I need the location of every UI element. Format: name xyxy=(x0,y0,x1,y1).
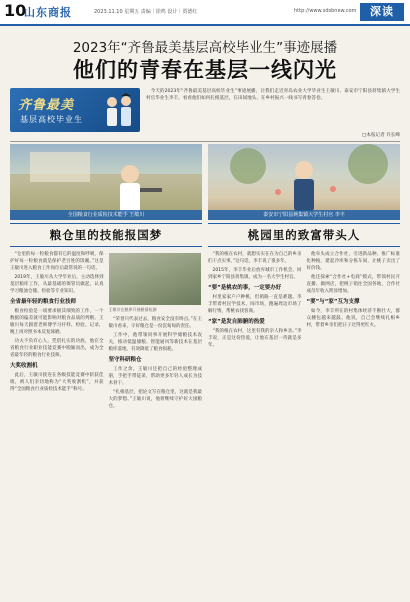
body-paragraph: 如今，李丰所在的村集体经济不断壮大，群众腰包越来越鼓。他说，自己会继续扎根乡村，带着乡亲们把日子过得更红火。 xyxy=(306,309,400,328)
body-paragraph: 2019年，王敏川从大学毕业后，主动选择到基层粮库工作，从最基础的保管员做起，认真学习粮油仓储、检验等专业知识。 xyxy=(10,275,104,294)
body-paragraph: 工作中，他带领同事开展科学储粮技术攻关，推动低温储粮、智能通风等新技术在基层粮库落地，有效降低了粮食损耗。 xyxy=(108,333,202,352)
section-divider xyxy=(10,141,400,142)
right-story-title: 桃园里的致富带头人 xyxy=(208,223,400,247)
section-subhead: “要”与“家”互为支撑 xyxy=(306,299,360,305)
right-photo-caption: 泰安市宁阳县蒋集镇大学生村官 李丰 xyxy=(208,210,400,220)
paper-name: 山东商报 xyxy=(24,6,72,19)
body-paragraph: “荣誉只代表过去，粮食安全没有终点。”在王敏川看来，守好粮仓是一份沉甸甸的责任。 xyxy=(108,317,202,329)
paper-url[interactable]: http://www.sdsbnew.com xyxy=(294,8,357,14)
section-subhead: 大奖收割机 xyxy=(10,363,38,369)
body-paragraph: 他还探索“合作社+电商”模式，带领村民开直播、做网店，把桃子销往全国各地，合作社成员年收入明显增加。 xyxy=(306,275,400,294)
masthead xyxy=(0,0,410,26)
section-badge: 深读 xyxy=(360,3,404,21)
body-paragraph: 村里家家户户种桃，但销路一直是难题。李丰带着村民学技术、闯市场，跑遍周边市场了解行情，帮桃农找客商。 xyxy=(208,295,302,314)
promo-subtitle: 基层高校毕业生 xyxy=(20,115,83,124)
right-story xyxy=(208,144,400,598)
page-number: 10 xyxy=(4,1,27,20)
left-story-title: 粮仓里的技能报国梦 xyxy=(10,223,202,247)
intro-paragraph: 今天的2023年“齐鲁最美基层高校毕业生”事迹展播，让我们走近青岛农业大学毕业生王敏川、泰安市宁阳县蒋集镇大学生村官毕业生李丰，看看他们如何扎根基层，在田间地头、在乡村振兴一线书写青春答卷。 xyxy=(146,89,400,102)
left-story-column xyxy=(10,251,104,412)
right-story-photo xyxy=(208,144,400,220)
section-subhead: “要”是桃农的事，一定要办好 xyxy=(208,285,282,291)
promo-title: 齐鲁最美 xyxy=(18,98,75,113)
grain-warehouse-photo-icon xyxy=(10,144,202,220)
body-paragraph: 功夫不负有心人。凭借扎实的功底，他在全省粮食行业职业技能竞赛中脱颖而出，成为全省最年轻的粮食行业技师。 xyxy=(10,339,104,358)
left-story-body xyxy=(10,251,202,412)
body-paragraph: “我的根在农村，这里有我的亲人和乡亲。”李丰说，正是这份热爱，让他在基层一待就是多年。 xyxy=(208,329,302,348)
body-paragraph: “仓里的每一粒粮食都有它的温度和呼吸，保护好每一粒粮食就是保护老百姓的饭碗。”这是王敏川进入粮食工作岗位后最常说的一句话。 xyxy=(10,252,104,271)
body-paragraph: “扎根基层，把论文写在粮仓里，这就是我最大的梦想。”王敏川说，他将继续守护好大国粮仓。 xyxy=(108,390,202,409)
inline-photo xyxy=(109,253,201,305)
intro-credit: □本报记者 许长峰 xyxy=(362,133,400,138)
inline-photo-caption: 王敏川在粮库开展粮情检测 xyxy=(108,307,157,312)
headline-title: 他们的青春在基层一线闪光 xyxy=(73,58,337,82)
issue-info: 2023.11.10 星期五 责编｜徐鸣 设计｜贾德红 xyxy=(94,9,198,15)
section-subhead: 全省最年轻的粮食行业技师 xyxy=(10,299,77,305)
graduates-illustration-icon xyxy=(102,92,136,128)
headline-subtitle: 2023年“齐鲁最美基层高校毕业生”事迹展播 xyxy=(72,40,338,56)
body-paragraph: “我的根在农村，就想实实在在为自己的乡亲们干点实事。”这句话，李丰说了很多年。 xyxy=(208,252,302,264)
body-paragraph: 2015年，李丰毕业后放弃城市工作机会，回到家乡宁阳县蒋集镇，成为一名大学生村官。 xyxy=(208,268,302,280)
peach-orchard-photo-icon xyxy=(208,144,400,220)
section-subhead: “家”是发自肺腑的热爱 xyxy=(208,319,265,325)
left-story xyxy=(10,144,202,598)
promo-banner xyxy=(10,88,140,132)
right-story-column xyxy=(307,251,401,351)
section-subhead: 坚守科研粮仓 xyxy=(108,357,142,363)
left-story-column xyxy=(109,251,203,412)
body-paragraph: 此后，王敏川接连在各级技能竞赛中斩获佳绩，被人们亲切地称为“大奖收割机”，并获得“全国粮食行业质检技术能手”称号。 xyxy=(10,373,104,392)
right-story-column xyxy=(208,251,302,351)
body-paragraph: 粮食检验是一项要求极其细致的工作，一个数据的偏差就可能影响对粮食品质的判断。王敏川每天跟着老师傅学习扦样、检验、记录，晚上再对照书本反复琢磨。 xyxy=(10,309,104,335)
left-photo-caption: 全国粮食行业质检技术能手 王敏川 xyxy=(10,210,202,220)
body-paragraph: 工作之余，王敏川还把自己的经验整理成册，手把手带徒弟，帮助更多年轻人成长为技术骨干。 xyxy=(108,367,202,386)
body-paragraph: 他牵头成立合作社，引进新品种、推广标准化种植，建起冷库和分拣车间，让桃子卖出了好价钱。 xyxy=(306,252,400,271)
right-story-body xyxy=(208,251,400,351)
left-story-photo xyxy=(10,144,202,220)
